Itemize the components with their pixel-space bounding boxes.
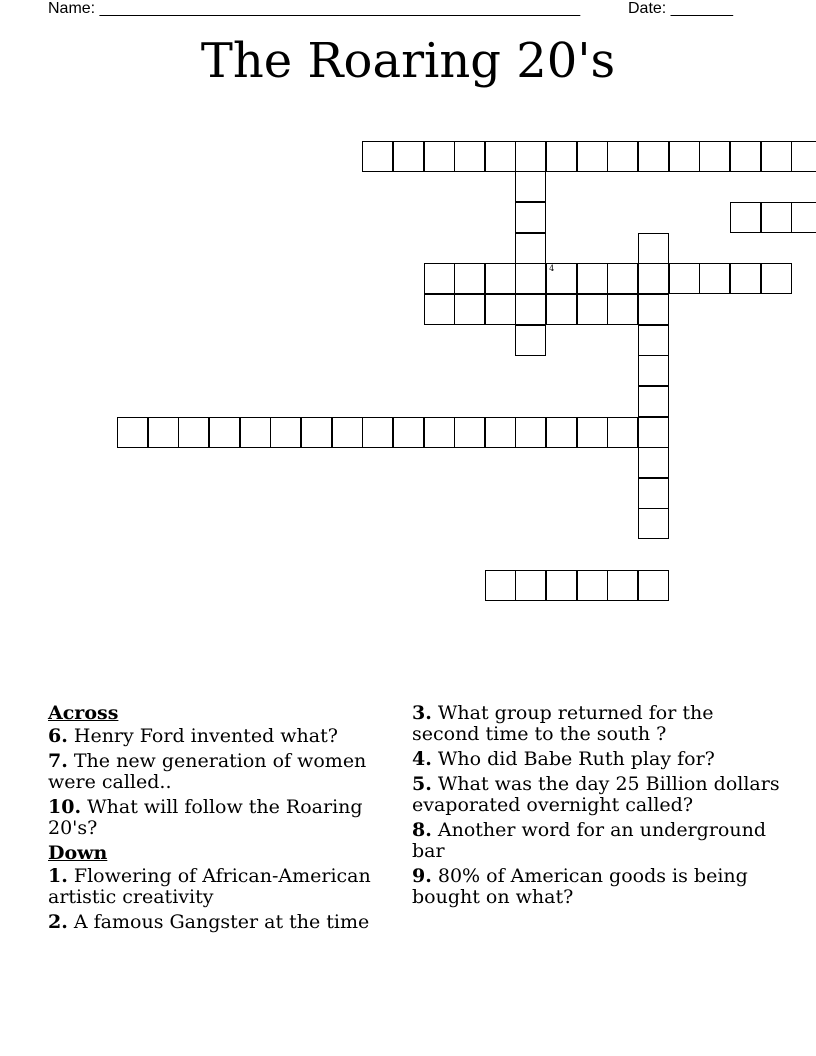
grid-cell[interactable]: [485, 417, 516, 448]
clue-down-9: [412, 866, 782, 908]
clues-left-column: [48, 703, 403, 937]
grid-cell[interactable]: [761, 202, 792, 233]
grid-cell[interactable]: [332, 417, 363, 448]
grid-cell[interactable]: [424, 263, 455, 294]
down-heading: Down: [48, 842, 108, 864]
clue-text: Who did Babe Ruth play for?: [431, 748, 715, 770]
clue-text: The new generation of women were called..: [48, 750, 367, 793]
clue-text: Another word for an underground bar: [412, 819, 766, 862]
date-field[interactable]: Date: _______: [628, 0, 733, 17]
clue-text: What will follow the Roaring 20's?: [48, 796, 363, 839]
grid-cell[interactable]: [638, 325, 669, 356]
grid-cell[interactable]: [791, 141, 816, 172]
grid-cell[interactable]: [485, 141, 516, 172]
grid-cell[interactable]: [424, 417, 455, 448]
grid-cell[interactable]: [515, 233, 546, 264]
clue-number: 4.: [412, 748, 432, 770]
grid-cell[interactable]: [607, 294, 638, 325]
grid-cell[interactable]: [515, 294, 546, 325]
clue-down-4: [412, 749, 782, 770]
grid-cell[interactable]: [178, 417, 209, 448]
clue-number: 8.: [412, 819, 432, 841]
grid-cell[interactable]: [638, 447, 669, 478]
clue-down-3: [412, 703, 782, 745]
clue-text: Henry Ford invented what?: [67, 725, 338, 747]
grid-cell[interactable]: [638, 355, 669, 386]
grid-cell[interactable]: [515, 417, 546, 448]
grid-cell[interactable]: [393, 141, 424, 172]
clue-number: 7.: [48, 750, 68, 772]
clue-down-8: [412, 820, 782, 862]
grid-cell[interactable]: [485, 263, 516, 294]
grid-cell[interactable]: [515, 171, 546, 202]
grid-cell[interactable]: [577, 570, 608, 601]
grid-cell[interactable]: [454, 294, 485, 325]
grid-cell[interactable]: [546, 417, 577, 448]
grid-cell[interactable]: [607, 263, 638, 294]
clue-number: 1.: [48, 865, 68, 887]
grid-cell[interactable]: [607, 141, 638, 172]
grid-cell[interactable]: [638, 233, 669, 264]
grid-cell[interactable]: [669, 263, 700, 294]
page-title: The Roaring 20's: [200, 33, 616, 89]
grid-cell[interactable]: [240, 417, 271, 448]
grid-cell[interactable]: [362, 417, 393, 448]
grid-cell[interactable]: [638, 570, 669, 601]
clue-text: A famous Gangster at the time: [67, 911, 370, 933]
clue-text: What was the day 25 Billion dollars evaporated overnight called?: [412, 773, 780, 816]
grid-cell[interactable]: [515, 325, 546, 356]
clue-number: 10.: [48, 796, 82, 818]
clue-across-6: [48, 726, 403, 747]
grid-cell[interactable]: [730, 141, 761, 172]
grid-cell[interactable]: [577, 417, 608, 448]
grid-cell[interactable]: [454, 417, 485, 448]
grid-cell[interactable]: [761, 263, 792, 294]
grid-cell[interactable]: [515, 570, 546, 601]
clue-number: 9.: [412, 865, 432, 887]
grid-cell[interactable]: [638, 417, 669, 448]
clue-down-5: [412, 774, 782, 816]
grid-cell[interactable]: [546, 263, 577, 294]
grid-cell[interactable]: [638, 386, 669, 417]
grid-cell[interactable]: [577, 141, 608, 172]
grid-cell[interactable]: [209, 417, 240, 448]
grid-cell[interactable]: [485, 294, 516, 325]
clue-number: 3.: [412, 702, 432, 724]
grid-cell[interactable]: [424, 294, 455, 325]
grid-cell[interactable]: [148, 417, 179, 448]
grid-cell[interactable]: [638, 508, 669, 539]
clue-number: 5.: [412, 773, 432, 795]
grid-cell[interactable]: [546, 141, 577, 172]
grid-cell[interactable]: [515, 202, 546, 233]
clue-down-1: [48, 866, 403, 908]
across-heading: Across: [48, 702, 119, 724]
grid-cell[interactable]: [577, 294, 608, 325]
grid-cell[interactable]: [761, 141, 792, 172]
grid-cell[interactable]: [638, 478, 669, 509]
grid-cell[interactable]: [270, 417, 301, 448]
clue-across-10: [48, 797, 403, 839]
grid-cell[interactable]: [577, 263, 608, 294]
name-field[interactable]: Name: ______________________________________________________: [48, 0, 581, 17]
grid-cell[interactable]: [730, 202, 761, 233]
clue-number-label: 4: [549, 264, 555, 274]
grid-cell[interactable]: [638, 263, 669, 294]
grid-cell[interactable]: [791, 202, 816, 233]
grid-cell[interactable]: [638, 141, 669, 172]
grid-cell[interactable]: [638, 294, 669, 325]
grid-cell[interactable]: [607, 417, 638, 448]
grid-cell[interactable]: [607, 570, 638, 601]
clue-across-7: [48, 751, 403, 793]
grid-cell[interactable]: [301, 417, 332, 448]
grid-cell[interactable]: [546, 294, 577, 325]
grid-cell[interactable]: [117, 417, 148, 448]
grid-cell[interactable]: [515, 263, 546, 294]
grid-cell[interactable]: [546, 570, 577, 601]
clue-text: 80% of American goods is being bought on what?: [412, 865, 748, 908]
grid-cell[interactable]: [393, 417, 424, 448]
clue-text: What group returned for the second time to the south ?: [412, 702, 714, 745]
clues-right-column: [412, 703, 782, 912]
clue-text: Flowering of African-American artistic creativity: [48, 865, 371, 908]
grid-cell[interactable]: [699, 263, 730, 294]
grid-cell[interactable]: [699, 141, 730, 172]
clue-number: 6.: [48, 725, 68, 747]
grid-cell[interactable]: [669, 141, 700, 172]
grid-cell[interactable]: [424, 141, 455, 172]
grid-cell[interactable]: [730, 263, 761, 294]
grid-cell[interactable]: [362, 141, 393, 172]
grid-cell[interactable]: [485, 570, 516, 601]
clue-number: 2.: [48, 911, 68, 933]
grid-cell[interactable]: [515, 141, 546, 172]
clue-down-2: [48, 912, 403, 933]
grid-cell[interactable]: [454, 141, 485, 172]
grid-cell[interactable]: [454, 263, 485, 294]
